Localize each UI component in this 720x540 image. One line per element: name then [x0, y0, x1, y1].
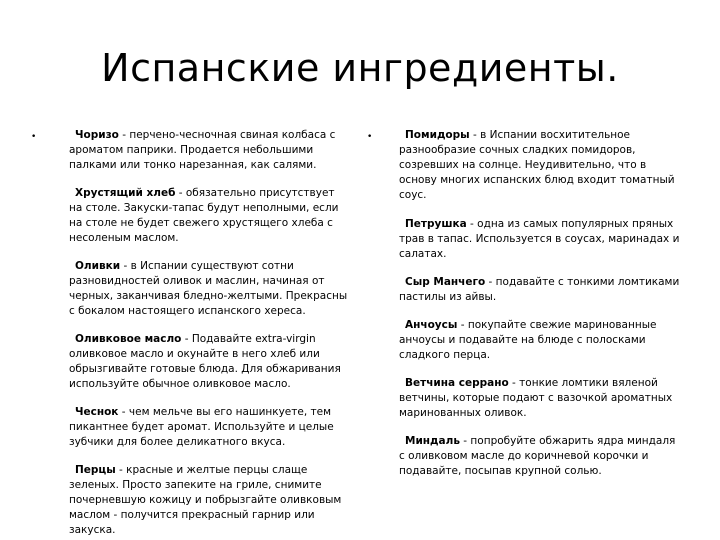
ingredient-bread — [69, 186, 351, 246]
ingredient-term: Перцы — [75, 464, 116, 476]
bullet-right: • — [367, 132, 373, 142]
left-column — [31, 128, 351, 538]
ingredient-description: - в Испании восхитительное разнообразие сочных сладких помидоров, созревших на солнце. Неудивительно, что в основу многих испанских блюд входит томатный соус. — [399, 129, 675, 201]
ingredient-description: - перчено-чесночная свиная колбаса с ароматом паприки. Продается небольшими палками или тонко нарезанная, как салями. — [69, 129, 336, 171]
ingredient-olives — [69, 259, 351, 319]
ingredient-term: Ветчина серрано — [405, 377, 509, 389]
ingredient-term: Чоризо — [75, 129, 119, 141]
ingredient-term: Хрустящий хлеб — [75, 187, 176, 199]
ingredient-term: Чеснок — [75, 406, 119, 418]
ingredient-tomatoes — [399, 128, 681, 203]
ingredient-description: - покупайте свежие маринованные анчоусы и подавайте на блюде с полосками сладкого перца. — [399, 319, 657, 361]
ingredient-description: - чем мельче вы его нашинкуете, тем пикантнее будет аромат. Используйте и целые зубчики для более деликатного вкуса. — [69, 406, 334, 448]
ingredient-serrano-ham — [399, 376, 681, 421]
ingredient-description: - попробуйте обжарить ядра миндаля с оливковом масле до коричневой корочки и подавайте, посыпав крупной солью. — [399, 435, 676, 477]
ingredient-term: Миндаль — [405, 435, 460, 447]
ingredient-chorizo — [69, 128, 351, 173]
ingredient-term: Петрушка — [405, 218, 467, 230]
ingredient-almonds — [399, 434, 681, 479]
ingredient-garlic — [69, 405, 351, 450]
ingredient-description: - в Испании существуют сотни разновидностей оливок и маслин, начиная от черных, заканчивая бледно-желтыми. Прекрасны с бокалом настоящего испанского хереса. — [69, 260, 348, 317]
ingredient-description: - обязательно присутствует на столе. Закуски-тапас будут неполными, если на столе не будет свежего хрустящего хлеба с несоленым маслом. — [69, 187, 339, 244]
ingredient-term: Сыр Манчего — [405, 276, 486, 288]
right-column — [367, 128, 681, 479]
ingredient-term: Анчоусы — [405, 319, 458, 331]
slide-title: Испанские ингредиенты. — [101, 46, 619, 90]
bullet-left: • — [31, 132, 37, 142]
ingredient-description: - тонкие ломтики вяленой ветчины, которые подают с вазочкой ароматных маринованных оливок. — [399, 377, 673, 419]
ingredient-description: - красные и желтые перцы слаще зеленых. Просто запеките на гриле, снимите почерневшую кожицу и побрызгайте оливковым маслом - получится прекрасный гарнир или закуска. — [69, 464, 342, 536]
ingredient-anchovies — [399, 318, 681, 363]
ingredient-term: Оливки — [75, 260, 121, 272]
ingredient-description: - подавайте с тонкими ломтиками пастилы из айвы. — [399, 276, 680, 303]
ingredient-description: - одна из самых популярных пряных трав в тапас. Используется в соусах, маринадах и салатах. — [399, 218, 680, 260]
ingredient-manchego — [399, 275, 681, 305]
ingredient-parsley — [399, 217, 681, 262]
ingredient-term: Помидоры — [405, 129, 470, 141]
ingredient-olive-oil — [69, 332, 351, 392]
ingredient-description: - Подавайте extra-virgin оливковое масло и окунайте в него хлеб или обрызгивайте готовые блюда. Для обжаривания используйте обычное оливковое масло. — [69, 333, 341, 390]
ingredient-peppers — [69, 463, 351, 538]
ingredient-term: Оливковое масло — [75, 333, 182, 345]
